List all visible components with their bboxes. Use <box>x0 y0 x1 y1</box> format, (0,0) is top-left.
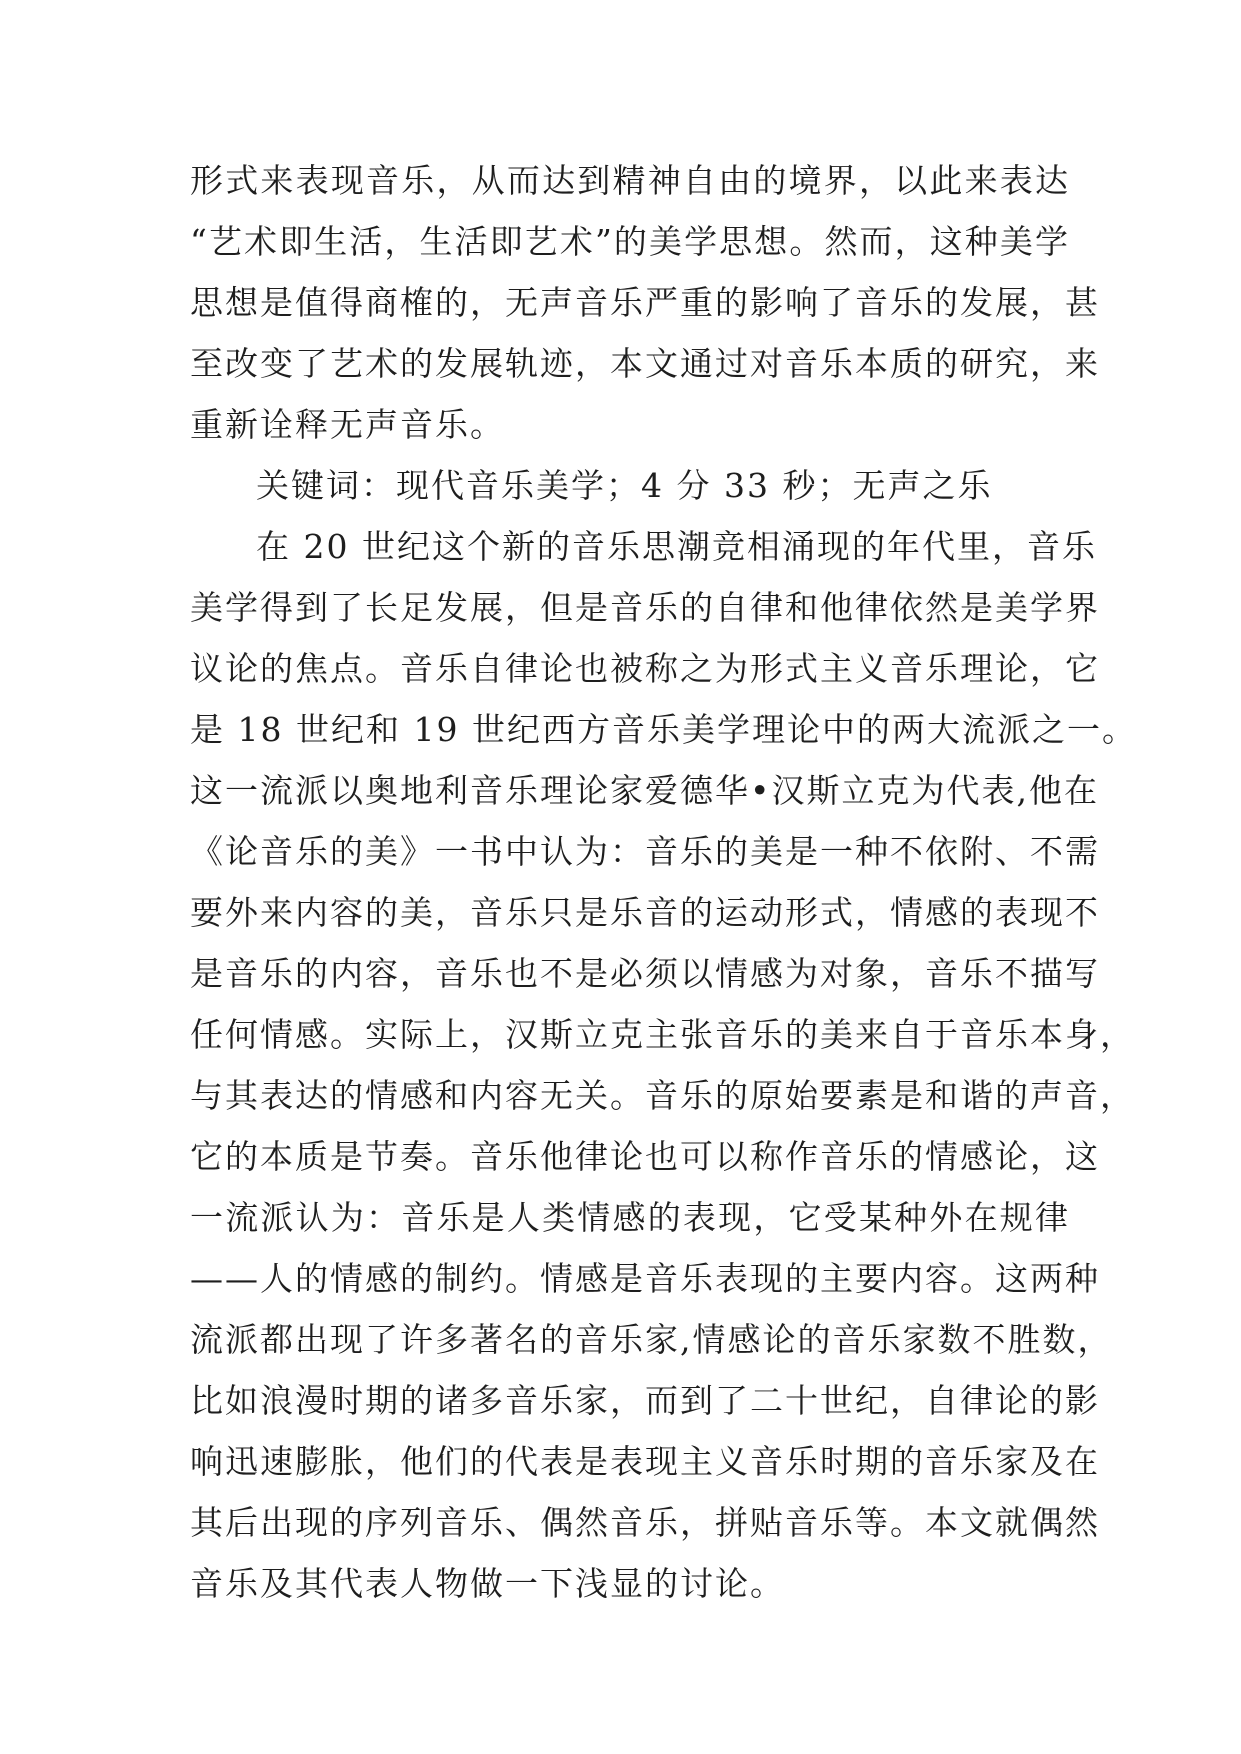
abstract-line: 重新诠释无声音乐。 <box>190 405 505 444</box>
body-line: 它的本质是节奏。音乐他律论也可以称作音乐的情感论，这 <box>190 1137 1100 1176</box>
body-line: 要外来内容的美，音乐只是乐音的运动形式，情感的表现不 <box>190 893 1100 932</box>
body-line: 这一流派以奥地利音乐理论家爱德华•汉斯立克为代表,他在 <box>190 771 1099 810</box>
body-line: 音乐及其代表人物做一下浅显的讨论。 <box>190 1564 785 1603</box>
abstract-line: 思想是值得商榷的，无声音乐严重的影响了音乐的发展，甚 <box>190 283 1100 322</box>
abstract-line: 形式来表现音乐，从而达到精神自由的境界，以此来表达 <box>190 161 1070 200</box>
document-text <box>190 150 1137 1614</box>
body-line: 响迅速膨胀，他们的代表是表现主义音乐时期的音乐家及在 <box>190 1442 1100 1481</box>
body-line: 议论的焦点。音乐自律论也被称之为形式主义音乐理论，它 <box>190 649 1100 688</box>
body-line: 美学得到了长足发展，但是音乐的自律和他律依然是美学界 <box>190 588 1100 627</box>
body-line: 比如浪漫时期的诸多音乐家，而到了二十世纪，自律论的影 <box>190 1381 1100 1420</box>
body-line: 在 20 世纪这个新的音乐思潮竞相涌现的年代里，音乐 <box>256 527 1097 566</box>
body-line: 流派都出现了许多著名的音乐家,情感论的音乐家数不胜数， <box>190 1320 1113 1359</box>
body-line: 一流派认为：音乐是人类情感的表现，它受某种外在规律 <box>190 1198 1070 1237</box>
body-line: ——人的情感的制约。情感是音乐表现的主要内容。这两种 <box>190 1259 1100 1298</box>
body-line: 《论音乐的美》一书中认为：音乐的美是一种不依附、不需 <box>190 832 1100 871</box>
keywords-line: 关键词：现代音乐美学；4 分 33 秒；无声之乐 <box>256 466 993 505</box>
body-line: 是 18 世纪和 19 世纪西方音乐美学理论中的两大流派之一。 <box>190 710 1137 749</box>
abstract-line: “艺术即生活，生活即艺术”的美学思想。然而，这种美学 <box>190 222 1070 261</box>
body-line: 与其表达的情感和内容无关。音乐的原始要素是和谐的声音， <box>190 1076 1135 1115</box>
body-line: 是音乐的内容，音乐也不是必须以情感为对象，音乐不描写 <box>190 954 1100 993</box>
abstract-line: 至改变了艺术的发展轨迹，本文通过对音乐本质的研究，来 <box>190 344 1100 383</box>
body-line: 其后出现的序列音乐、偶然音乐，拼贴音乐等。本文就偶然 <box>190 1503 1100 1542</box>
body-line: 任何情感。实际上，汉斯立克主张音乐的美来自于音乐本身， <box>190 1015 1135 1054</box>
